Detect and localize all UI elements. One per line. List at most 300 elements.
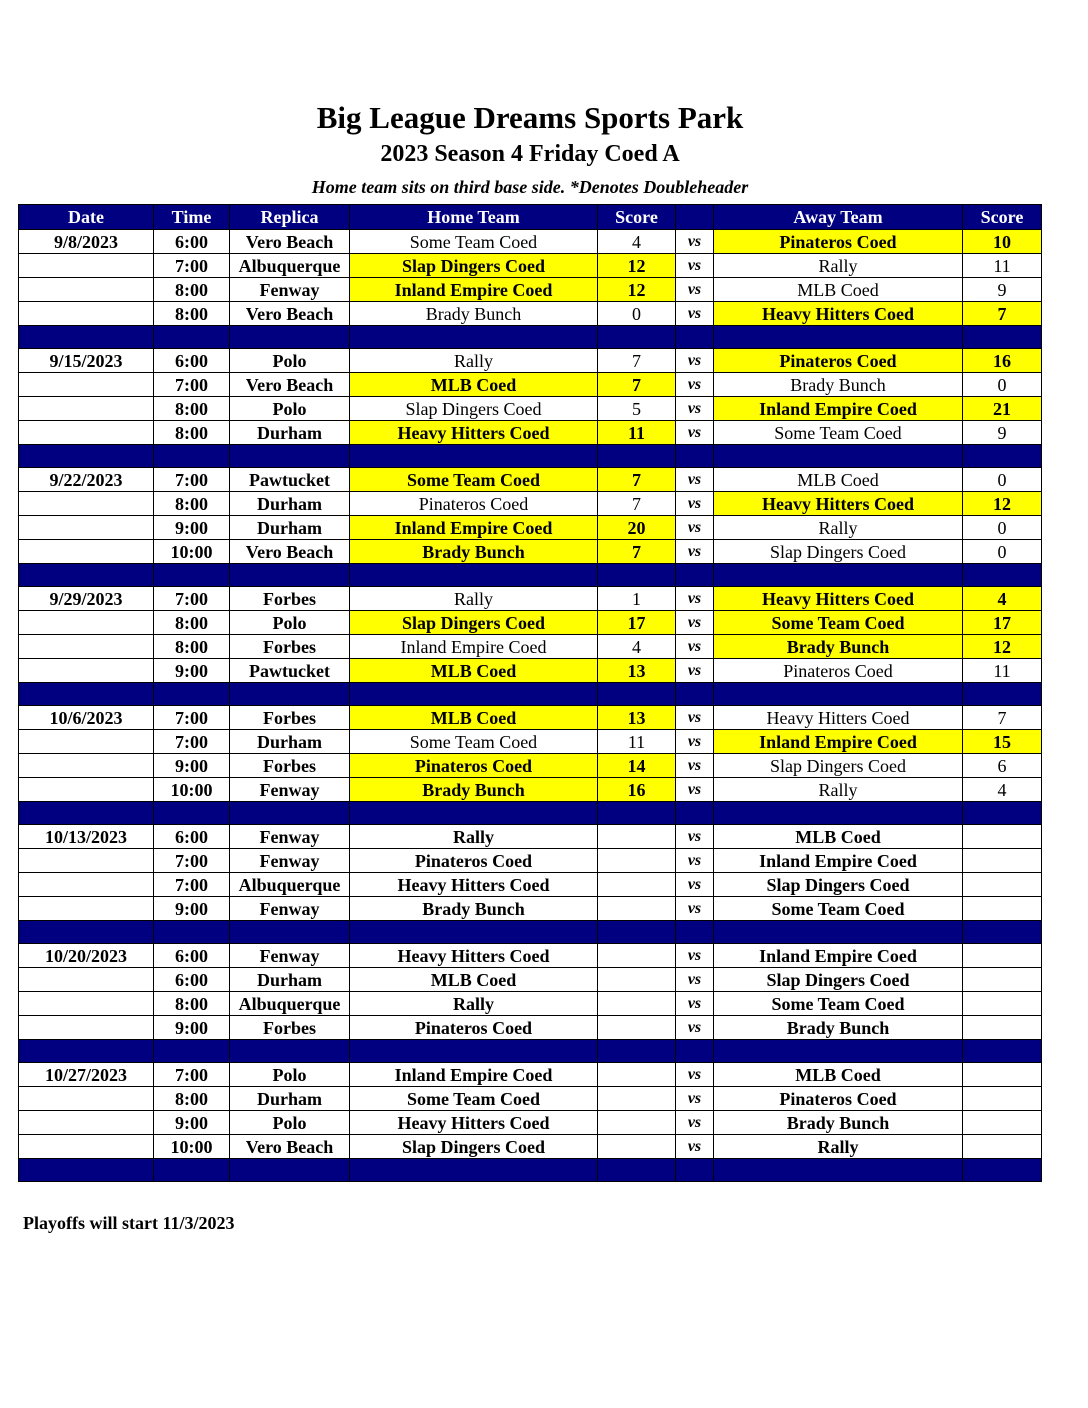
home-team: Pinateros Coed — [350, 1016, 598, 1040]
table-row — [19, 611, 1042, 635]
table-row — [19, 1087, 1042, 1111]
table-row — [19, 730, 1042, 754]
away-team: Rally — [714, 1135, 963, 1159]
separator-cell — [963, 564, 1042, 587]
table-row — [19, 778, 1042, 802]
separator-cell — [230, 1040, 350, 1063]
away-team: Rally — [714, 516, 963, 540]
game-time: 7:00 — [154, 468, 230, 492]
home-team: Heavy Hitters Coed — [350, 1111, 598, 1135]
home-team: Inland Empire Coed — [350, 278, 598, 302]
away-score: 7 — [963, 706, 1042, 730]
separator-cell — [598, 564, 676, 587]
game-date: 10/6/2023 — [19, 706, 154, 730]
away-score: 4 — [963, 587, 1042, 611]
away-team: Brady Bunch — [714, 373, 963, 397]
table-row — [19, 516, 1042, 540]
vs-label: vs — [676, 254, 714, 278]
home-team: Slap Dingers Coed — [350, 254, 598, 278]
away-score: 11 — [963, 659, 1042, 683]
game-time: 10:00 — [154, 540, 230, 564]
away-team: Some Team Coed — [714, 421, 963, 445]
vs-label: vs — [676, 873, 714, 897]
col-away-score: Score — [963, 205, 1042, 230]
game-time: 10:00 — [154, 778, 230, 802]
game-field: Vero Beach — [230, 540, 350, 564]
away-score: 15 — [963, 730, 1042, 754]
table-row — [19, 1016, 1042, 1040]
game-date: 10/13/2023 — [19, 825, 154, 849]
away-team: Brady Bunch — [714, 1111, 963, 1135]
home-score: 11 — [598, 421, 676, 445]
away-score — [963, 944, 1042, 968]
separator-cell — [350, 802, 598, 825]
table-row — [19, 992, 1042, 1016]
game-time: 7:00 — [154, 587, 230, 611]
home-team: Some Team Coed — [350, 1087, 598, 1111]
table-row — [19, 587, 1042, 611]
game-date — [19, 635, 154, 659]
game-date — [19, 1016, 154, 1040]
col-date: Date — [19, 205, 154, 230]
separator-cell — [154, 921, 230, 944]
away-team: Inland Empire Coed — [714, 397, 963, 421]
vs-label: vs — [676, 897, 714, 921]
table-row — [19, 825, 1042, 849]
home-team: Some Team Coed — [350, 468, 598, 492]
vs-label: vs — [676, 778, 714, 802]
home-score: 7 — [598, 349, 676, 373]
game-time: 6:00 — [154, 825, 230, 849]
home-score: 4 — [598, 635, 676, 659]
separator-cell — [676, 921, 714, 944]
game-field: Polo — [230, 349, 350, 373]
vs-label: vs — [676, 421, 714, 445]
home-score: 0 — [598, 302, 676, 326]
table-row — [19, 468, 1042, 492]
away-team: Some Team Coed — [714, 897, 963, 921]
away-team: Heavy Hitters Coed — [714, 587, 963, 611]
game-time: 8:00 — [154, 635, 230, 659]
separator-cell — [963, 802, 1042, 825]
home-team: Pinateros Coed — [350, 754, 598, 778]
game-time: 7:00 — [154, 254, 230, 278]
table-row — [19, 873, 1042, 897]
table-row — [19, 373, 1042, 397]
home-team: Rally — [350, 587, 598, 611]
home-score — [598, 897, 676, 921]
away-team: Inland Empire Coed — [714, 849, 963, 873]
home-score: 16 — [598, 778, 676, 802]
game-date — [19, 992, 154, 1016]
away-team: MLB Coed — [714, 825, 963, 849]
away-score — [963, 968, 1042, 992]
game-time: 9:00 — [154, 516, 230, 540]
table-row — [19, 421, 1042, 445]
game-date: 9/29/2023 — [19, 587, 154, 611]
table-row — [19, 944, 1042, 968]
separator-cell — [598, 326, 676, 349]
home-team: Slap Dingers Coed — [350, 397, 598, 421]
vs-label: vs — [676, 540, 714, 564]
away-team: Pinateros Coed — [714, 1087, 963, 1111]
table-row — [19, 254, 1042, 278]
table-row — [19, 492, 1042, 516]
separator-cell — [350, 683, 598, 706]
home-team: Rally — [350, 349, 598, 373]
away-score: 0 — [963, 516, 1042, 540]
game-date — [19, 302, 154, 326]
game-field: Forbes — [230, 587, 350, 611]
game-time: 9:00 — [154, 1016, 230, 1040]
game-date: 10/20/2023 — [19, 944, 154, 968]
separator-cell — [19, 802, 154, 825]
away-score — [963, 992, 1042, 1016]
game-field: Fenway — [230, 849, 350, 873]
vs-label: vs — [676, 587, 714, 611]
week-separator — [19, 683, 1042, 706]
table-row — [19, 849, 1042, 873]
vs-label: vs — [676, 1087, 714, 1111]
separator-cell — [598, 802, 676, 825]
separator-cell — [19, 921, 154, 944]
week-separator — [19, 1159, 1042, 1182]
separator-cell — [714, 564, 963, 587]
separator-cell — [714, 445, 963, 468]
separator-cell — [350, 1159, 598, 1182]
home-team: Slap Dingers Coed — [350, 611, 598, 635]
separator-cell — [676, 326, 714, 349]
page-title: Big League Dreams Sports Park — [316, 100, 744, 135]
home-score — [598, 1063, 676, 1087]
separator-cell — [19, 1040, 154, 1063]
away-score: 7 — [963, 302, 1042, 326]
game-field: Fenway — [230, 825, 350, 849]
separator-cell — [19, 326, 154, 349]
table-row — [19, 635, 1042, 659]
col-away-team: Away Team — [714, 205, 963, 230]
home-score: 7 — [598, 540, 676, 564]
away-score: 12 — [963, 635, 1042, 659]
separator-cell — [598, 1159, 676, 1182]
home-score — [598, 1087, 676, 1111]
vs-label: vs — [676, 1016, 714, 1040]
away-team: Heavy Hitters Coed — [714, 706, 963, 730]
separator-cell — [154, 564, 230, 587]
col-replica: Replica — [230, 205, 350, 230]
away-team: MLB Coed — [714, 468, 963, 492]
away-team: MLB Coed — [714, 1063, 963, 1087]
away-team: Slap Dingers Coed — [714, 968, 963, 992]
home-team: Pinateros Coed — [350, 849, 598, 873]
game-time: 7:00 — [154, 706, 230, 730]
col-home-score: Score — [598, 205, 676, 230]
game-time: 8:00 — [154, 611, 230, 635]
away-team: Rally — [714, 778, 963, 802]
separator-cell — [350, 445, 598, 468]
home-team: Inland Empire Coed — [350, 516, 598, 540]
separator-cell — [676, 1040, 714, 1063]
away-score: 6 — [963, 754, 1042, 778]
away-score — [963, 873, 1042, 897]
away-team: Brady Bunch — [714, 635, 963, 659]
game-date — [19, 611, 154, 635]
away-score: 0 — [963, 468, 1042, 492]
home-score: 7 — [598, 492, 676, 516]
away-team: Slap Dingers Coed — [714, 540, 963, 564]
vs-label: vs — [676, 706, 714, 730]
separator-cell — [714, 802, 963, 825]
game-field: Polo — [230, 611, 350, 635]
home-score — [598, 992, 676, 1016]
separator-cell — [154, 683, 230, 706]
footer-note: Playoffs will start 11/3/2023 — [23, 1213, 235, 1233]
home-team: Heavy Hitters Coed — [350, 873, 598, 897]
week-separator — [19, 445, 1042, 468]
game-field: Vero Beach — [230, 1135, 350, 1159]
separator-cell — [230, 445, 350, 468]
game-field: Forbes — [230, 1016, 350, 1040]
home-score: 13 — [598, 659, 676, 683]
game-field: Vero Beach — [230, 230, 350, 254]
home-team: MLB Coed — [350, 968, 598, 992]
game-time: 7:00 — [154, 373, 230, 397]
game-time: 9:00 — [154, 659, 230, 683]
away-score — [963, 1111, 1042, 1135]
table-row — [19, 302, 1042, 326]
game-date — [19, 849, 154, 873]
game-field: Durham — [230, 516, 350, 540]
game-field: Pawtucket — [230, 659, 350, 683]
separator-cell — [350, 1040, 598, 1063]
vs-label: vs — [676, 944, 714, 968]
away-score — [963, 1016, 1042, 1040]
game-field: Durham — [230, 1087, 350, 1111]
home-team: Heavy Hitters Coed — [350, 421, 598, 445]
separator-cell — [714, 1159, 963, 1182]
game-time: 8:00 — [154, 992, 230, 1016]
game-field: Vero Beach — [230, 302, 350, 326]
home-score: 14 — [598, 754, 676, 778]
week-separator — [19, 1040, 1042, 1063]
game-time: 8:00 — [154, 397, 230, 421]
game-date — [19, 778, 154, 802]
table-row — [19, 1111, 1042, 1135]
home-score — [598, 1135, 676, 1159]
home-team: Brady Bunch — [350, 302, 598, 326]
week-separator — [19, 921, 1042, 944]
game-date — [19, 1087, 154, 1111]
away-score — [963, 1135, 1042, 1159]
vs-label: vs — [676, 1063, 714, 1087]
away-team: Brady Bunch — [714, 1016, 963, 1040]
table-row — [19, 349, 1042, 373]
game-field: Vero Beach — [230, 373, 350, 397]
away-score — [963, 897, 1042, 921]
home-team: Slap Dingers Coed — [350, 1135, 598, 1159]
game-date: 9/15/2023 — [19, 349, 154, 373]
separator-cell — [230, 683, 350, 706]
separator-cell — [598, 445, 676, 468]
table-row — [19, 706, 1042, 730]
separator-cell — [676, 1159, 714, 1182]
home-score — [598, 968, 676, 992]
home-team: MLB Coed — [350, 706, 598, 730]
game-time: 6:00 — [154, 349, 230, 373]
table-row — [19, 540, 1042, 564]
away-score: 4 — [963, 778, 1042, 802]
game-time: 8:00 — [154, 302, 230, 326]
separator-cell — [714, 1040, 963, 1063]
away-team: Some Team Coed — [714, 611, 963, 635]
vs-label: vs — [676, 230, 714, 254]
game-field: Durham — [230, 730, 350, 754]
game-time: 7:00 — [154, 873, 230, 897]
game-field: Polo — [230, 397, 350, 421]
game-time: 9:00 — [154, 1111, 230, 1135]
week-separator — [19, 564, 1042, 587]
separator-cell — [230, 1159, 350, 1182]
home-score: 12 — [598, 278, 676, 302]
page-subtitle: 2023 Season 4 Friday Coed A — [380, 141, 680, 167]
game-field: Albuquerque — [230, 873, 350, 897]
separator-cell — [676, 802, 714, 825]
home-team: Brady Bunch — [350, 540, 598, 564]
game-time: 9:00 — [154, 897, 230, 921]
away-score: 0 — [963, 540, 1042, 564]
vs-label: vs — [676, 849, 714, 873]
separator-cell — [230, 564, 350, 587]
home-team: Some Team Coed — [350, 730, 598, 754]
game-date — [19, 873, 154, 897]
separator-cell — [350, 564, 598, 587]
away-score: 10 — [963, 230, 1042, 254]
away-team: MLB Coed — [714, 278, 963, 302]
game-time: 6:00 — [154, 968, 230, 992]
game-field: Polo — [230, 1111, 350, 1135]
home-score — [598, 1016, 676, 1040]
separator-cell — [154, 1040, 230, 1063]
table-row — [19, 968, 1042, 992]
away-team: Pinateros Coed — [714, 349, 963, 373]
home-team: Brady Bunch — [350, 778, 598, 802]
away-team: Heavy Hitters Coed — [714, 302, 963, 326]
game-field: Pawtucket — [230, 468, 350, 492]
separator-cell — [19, 445, 154, 468]
away-team: Inland Empire Coed — [714, 730, 963, 754]
game-field: Forbes — [230, 706, 350, 730]
separator-cell — [19, 564, 154, 587]
home-score: 5 — [598, 397, 676, 421]
game-date — [19, 397, 154, 421]
game-time: 10:00 — [154, 1135, 230, 1159]
vs-label: vs — [676, 611, 714, 635]
away-team: Some Team Coed — [714, 992, 963, 1016]
vs-label: vs — [676, 302, 714, 326]
game-field: Polo — [230, 1063, 350, 1087]
col-time: Time — [154, 205, 230, 230]
vs-label: vs — [676, 659, 714, 683]
game-time: 6:00 — [154, 230, 230, 254]
separator-cell — [676, 564, 714, 587]
home-score: 12 — [598, 254, 676, 278]
away-team: Heavy Hitters Coed — [714, 492, 963, 516]
game-field: Albuquerque — [230, 992, 350, 1016]
table-header-row — [19, 205, 1042, 230]
game-date — [19, 968, 154, 992]
separator-cell — [963, 1040, 1042, 1063]
away-score: 0 — [963, 373, 1042, 397]
table-row — [19, 1063, 1042, 1087]
home-score: 7 — [598, 468, 676, 492]
table-row — [19, 754, 1042, 778]
page-note: Home team sits on third base side. *Denotes Doubleheader — [311, 177, 749, 197]
game-time: 8:00 — [154, 492, 230, 516]
game-date: 9/22/2023 — [19, 468, 154, 492]
game-time: 7:00 — [154, 849, 230, 873]
separator-cell — [598, 683, 676, 706]
game-field: Fenway — [230, 897, 350, 921]
home-team: Rally — [350, 992, 598, 1016]
home-score: 7 — [598, 373, 676, 397]
away-score — [963, 1063, 1042, 1087]
week-separator — [19, 802, 1042, 825]
table-row — [19, 278, 1042, 302]
game-date — [19, 373, 154, 397]
separator-cell — [714, 326, 963, 349]
vs-label: vs — [676, 516, 714, 540]
game-field: Durham — [230, 421, 350, 445]
separator-cell — [230, 326, 350, 349]
game-field: Albuquerque — [230, 254, 350, 278]
home-score — [598, 1111, 676, 1135]
game-field: Forbes — [230, 754, 350, 778]
game-date — [19, 897, 154, 921]
away-score: 12 — [963, 492, 1042, 516]
game-field: Fenway — [230, 944, 350, 968]
home-team: Inland Empire Coed — [350, 1063, 598, 1087]
table-row — [19, 659, 1042, 683]
game-date — [19, 1111, 154, 1135]
game-date — [19, 254, 154, 278]
home-team: Brady Bunch — [350, 897, 598, 921]
game-time: 8:00 — [154, 278, 230, 302]
home-score: 11 — [598, 730, 676, 754]
game-date — [19, 492, 154, 516]
away-score: 9 — [963, 278, 1042, 302]
week-separator — [19, 326, 1042, 349]
vs-label: vs — [676, 397, 714, 421]
separator-cell — [230, 802, 350, 825]
home-score — [598, 944, 676, 968]
vs-label: vs — [676, 754, 714, 778]
separator-cell — [230, 921, 350, 944]
vs-label: vs — [676, 1135, 714, 1159]
game-time: 6:00 — [154, 944, 230, 968]
separator-cell — [963, 683, 1042, 706]
vs-label: vs — [676, 825, 714, 849]
separator-cell — [676, 683, 714, 706]
vs-label: vs — [676, 349, 714, 373]
separator-cell — [676, 445, 714, 468]
vs-label: vs — [676, 1111, 714, 1135]
game-date — [19, 1135, 154, 1159]
away-team: Inland Empire Coed — [714, 944, 963, 968]
away-score: 17 — [963, 611, 1042, 635]
separator-cell — [19, 683, 154, 706]
vs-label: vs — [676, 468, 714, 492]
away-team: Pinateros Coed — [714, 659, 963, 683]
